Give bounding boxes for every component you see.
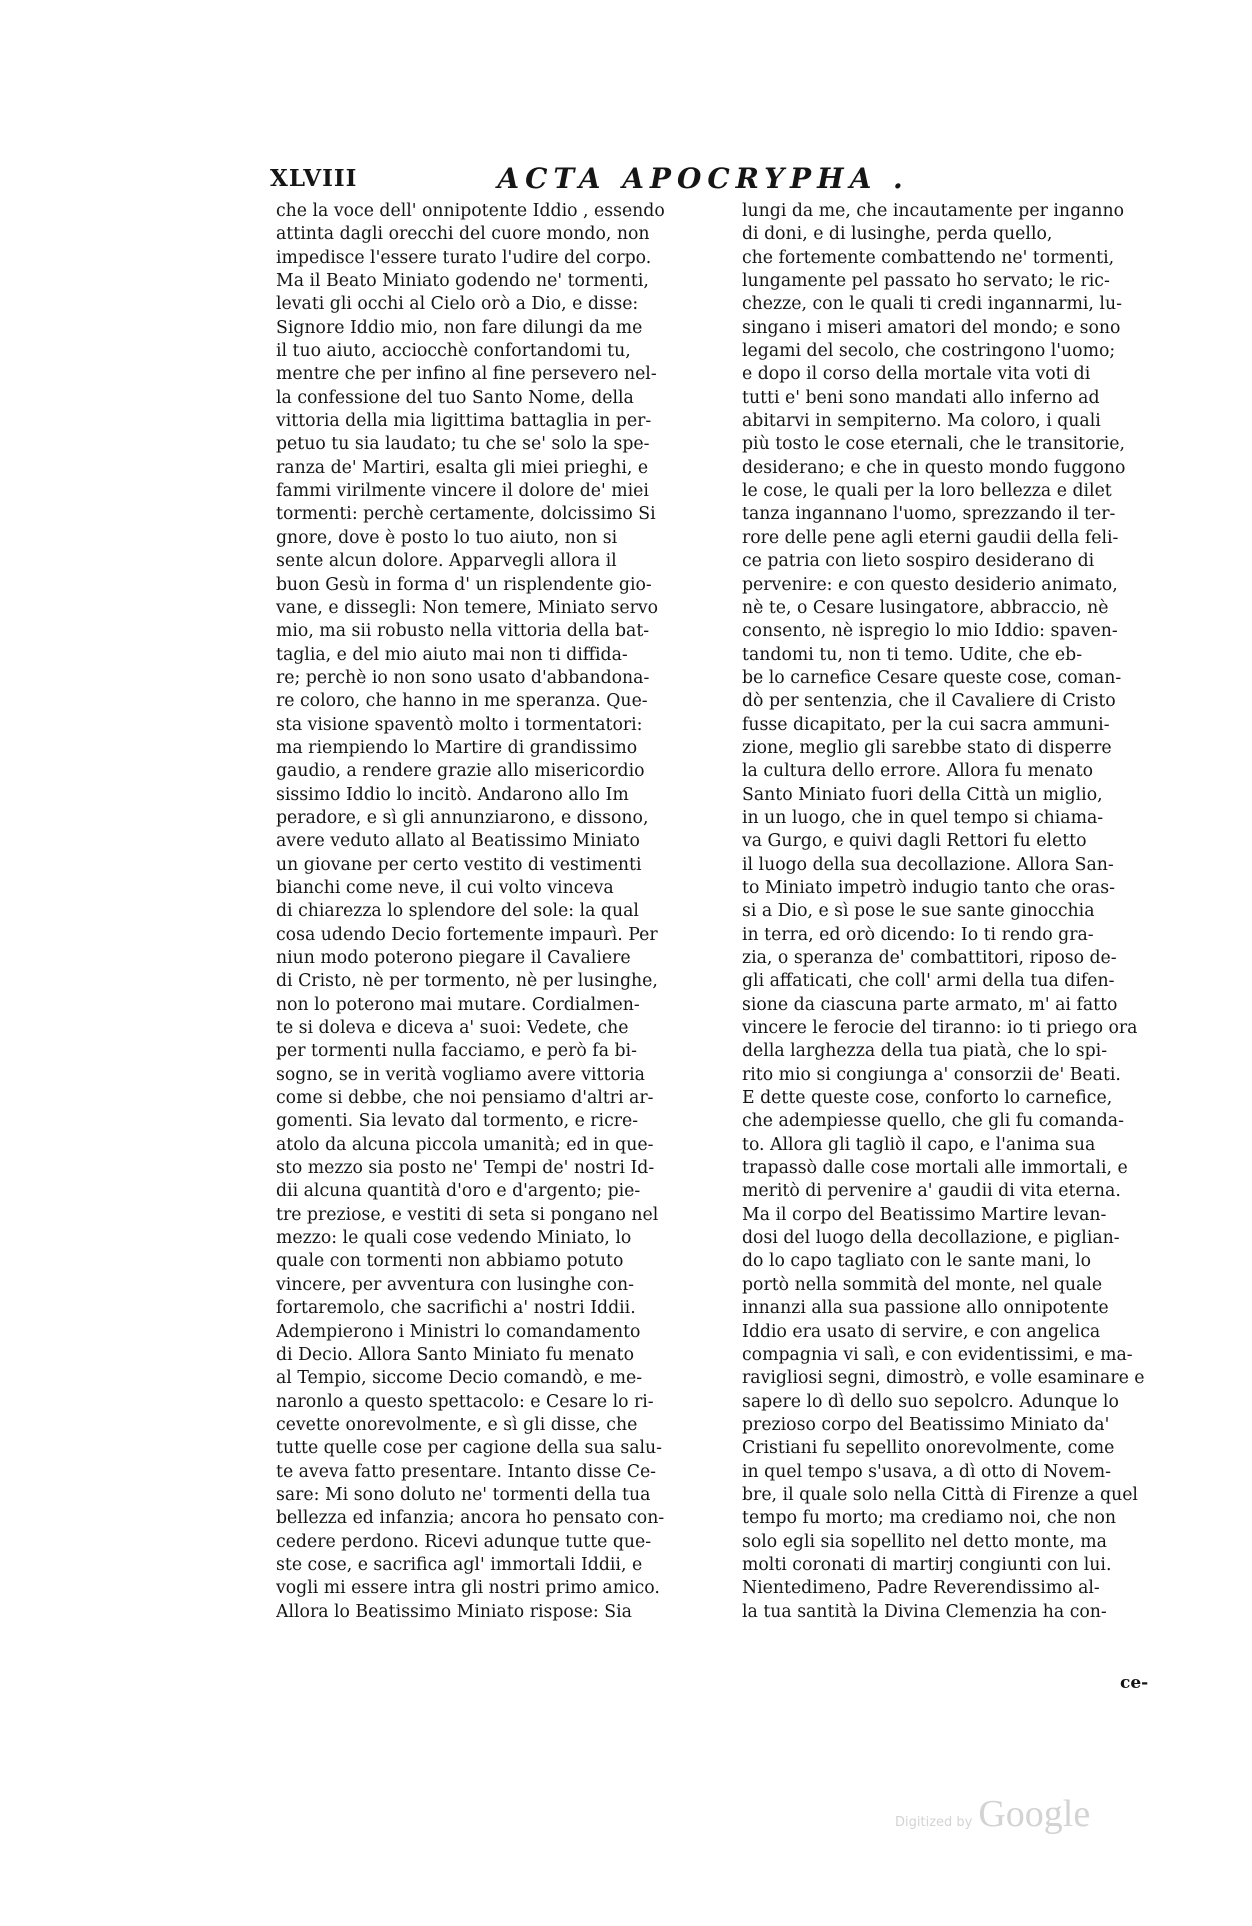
text-line: bellezza ed infanzia; ancora ho pensato con- [276,1508,665,1529]
text-line: il luogo della sua decollazione. Allora San- [742,854,1114,875]
text-line: be lo carnefice Cesare queste cose, coman- [742,667,1122,688]
text-line: to. Allora gli tagliò il capo, e l'anima sua [742,1134,1096,1155]
text-line: taglia, e del mio aiuto mai non ti diffida- [276,644,628,665]
text-line: pervenire: e con questo desiderio animato, [742,574,1118,595]
text-line: gaudio, a rendere grazie allo misericordio [276,761,645,782]
text-line: sta visione spaventò molto i tormentatori: [276,714,643,735]
text-line: compagnia vi salì, e con evidentissimi, e ma- [742,1344,1133,1365]
text-line: fusse dicapitato, per la cui sacra ammuni- [742,714,1110,735]
text-line: innanzi alla sua passione allo onnipotente [742,1298,1109,1319]
text-line: e dopo il corso della mortale vita voti di [742,364,1091,385]
text-line: mio, ma sii robusto nella vittoria della bat- [276,621,650,642]
text-line: prezioso corpo del Beatissimo Miniato da' [742,1414,1110,1435]
text-line: Allora lo Beatissimo Miniato rispose: Sia [276,1601,632,1622]
text-line: sione da ciascuna parte armato, m' ai fatto [742,994,1118,1015]
watermark-prefix: Digitized by [895,1815,973,1830]
text-line: buon Gesù in forma d' un risplendente gio- [276,574,652,595]
text-line: gnore, dove è posto lo tuo aiuto, non si [276,527,618,548]
text-line: sissimo Iddio lo incitò. Andarono allo Im [276,784,629,805]
text-line: la tua santità la Divina Clemenzia ha con- [742,1601,1107,1622]
text-line: mentre che per infino al fine persevero nel- [276,364,657,385]
text-line: gomenti. Sia levato dal tormento, e ricre- [276,1111,639,1132]
page-number: XLVIII [270,164,358,192]
text-line: naronlo a questo spettacolo: e Cesare lo ri- [276,1391,654,1412]
text-line: di doni, e di lusinghe, perda quello, [742,224,1053,245]
running-title: ACTA APOCRYPHA . [497,161,909,195]
text-line: più tosto le cose eternali, che le transitorie, [742,434,1125,455]
text-line: singano i miseri amatori del mondo; e sono [742,317,1121,338]
text-line: di Cristo, nè per tormento, nè per lusinghe, [276,971,658,992]
text-line: di chiarezza lo splendore del sole: la qual [276,901,639,922]
text-line: atolo da alcuna piccola umanità; ed in que- [276,1134,654,1155]
text-line: E dette queste cose, conforto lo carnefice, [742,1088,1113,1109]
text-line: rore delle pene agli eterni gaudii della feli- [742,527,1119,548]
text-line: Santo Miniato fuori della Città un miglio, [742,784,1103,805]
text-line: che fortemente combattendo ne' tormenti, [742,247,1115,268]
text-line: cosa udendo Decio fortemente impaurì. Per [276,924,658,945]
text-line: tre preziose, e vestiti di seta si pongano nel [276,1204,659,1225]
text-line: tandomi tu, non ti temo. Udite, che eb- [742,644,1083,665]
text-line: mezzo: le quali cose vedendo Miniato, lo [276,1228,632,1249]
text-line: in un luogo, che in quel tempo si chiama- [742,807,1104,828]
text-line: le cose, le quali per la loro bellezza e dilet [742,481,1112,502]
text-line: in quel tempo s'usava, a dì otto di Novem- [742,1461,1111,1482]
text-line: Iddio era usato di servire, e con angelica [742,1321,1101,1342]
text-line: la confessione del tuo Santo Nome, della [276,387,634,408]
text-line: si a Dio, e sì pose le sue sante ginocchia [742,901,1095,922]
text-line: sogno, se in verità vogliamo avere vittoria [276,1064,645,1085]
text-line: tanza ingannano l'uomo, sprezzando il ter- [742,504,1116,525]
text-line: nè te, o Cesare lusingatore, abbraccio, nè [742,597,1109,618]
text-line: per tormenti nulla facciamo, e però fa bi- [276,1041,637,1062]
text-line: gli affaticati, che coll' armi della tua difen- [742,971,1115,992]
text-line: non lo poterono mai mutare. Cordialmen- [276,994,640,1015]
text-line: meritò di pervenire a' gaudii di vita eterna. [742,1181,1121,1202]
text-line: tempo fu morto; ma crediamo noi, che non [742,1508,1117,1529]
text-line: quale con tormenti non abbiamo potuto [276,1251,624,1272]
text-line: al Tempio, siccome Decio comandò, e me- [276,1368,643,1389]
text-line: Signore Iddio mio, non fare dilungi da me [276,317,643,338]
text-line: molti coronati di martirj congiunti con lui. [742,1554,1112,1575]
text-line: dò per sentenzia, che il Cavaliere di Cristo [742,691,1116,712]
text-line: trapassò dalle cose mortali alle immortali, e [742,1158,1128,1179]
text-line: fortaremolo, che sacrifichi a' nostri Iddii. [276,1298,636,1319]
text-line: vogli mi essere intra gli nostri primo amico. [276,1578,660,1599]
text-line: vincere le ferocie del tiranno: io ti priego ora [742,1018,1138,1039]
text-line: petuo tu sia laudato; tu che se' solo la spe- [276,434,650,455]
text-line: fammi virilmente vincere il dolore de' miei [276,481,649,502]
text-line: sente alcun dolore. Apparvegli allora il [276,551,617,572]
text-line: impedisce l'essere turato l'udire del corpo. [276,247,652,268]
text-line: tutti e' beni sono mandati allo inferno ad [742,387,1100,408]
text-line: re; perchè io non sono usato d'abbandona- [276,667,650,688]
text-line: Adempierono i Ministri lo comandamento [276,1321,641,1342]
text-line: in terra, ed orò dicendo: Io ti rendo gra- [742,924,1094,945]
text-line: ranza de' Martiri, esalta gli miei prieghi, e [276,457,649,478]
text-line: Nientedimeno, Padre Reverendissimo al- [742,1578,1100,1599]
text-line: ste cose, e sacrifica agl' immortali Iddii, e [276,1554,643,1575]
text-line: bianchi come neve, il cui volto vinceva [276,877,614,898]
page-header [270,158,1180,198]
watermark-logo: Google [978,1793,1091,1835]
text-line: re coloro, che hanno in me speranza. Que- [276,691,648,712]
text-line: di Decio. Allora Santo Miniato fu menato [276,1344,635,1365]
text-line: il tuo aiuto, acciocchè confortandomi tu, [276,341,631,362]
text-line: che adempiesse quello, che gli fu comanda- [742,1111,1124,1132]
text-line: portò nella sommità del monte, nel quale [742,1274,1103,1295]
text-line: che la voce dell' onnipotente Iddio , essendo [276,201,665,221]
text-line: attinta dagli orecchi del cuore mondo, non [276,224,650,245]
digitization-watermark [895,1792,1090,1836]
text-line: ma riempiendo lo Martire di grandissimo [276,737,638,758]
text-line: cedere perdono. Ricevi adunque tutte que- [276,1531,652,1552]
text-line: te si doleva e diceva a' suoi: Vedete, che [276,1018,629,1039]
text-line: dosi del luogo della decollazione, e piglian- [742,1228,1120,1249]
text-line: chezze, con le quali ti credi ingannarmi, lu- [742,294,1122,315]
text-line: zia, o speranza de' combattitori, riposo de- [742,948,1117,968]
text-line: la cultura dello errore. Allora fu menato [742,761,1094,782]
text-line: lungi da me, che incautamente per inganno [742,201,1125,221]
text-line: bre, il quale solo nella Città di Firenze a quel [742,1484,1138,1505]
text-line: Cristiani fu sepellito onorevolmente, come [742,1438,1115,1459]
text-line: levati gli occhi al Cielo orò a Dio, e disse: [276,294,639,315]
text-line: niun modo poterono piegare il Cavaliere [276,948,631,968]
text-line: vincere, per avventura con lusinghe con- [276,1274,635,1295]
text-line: peradore, e sì gli annunziarono, e dissono, [276,807,649,828]
text-line: Ma il corpo del Beatissimo Martire levan- [742,1204,1107,1225]
text-line: te aveva fatto presentare. Intanto disse Ce- [276,1461,657,1482]
text-line: sto mezzo sia posto ne' Tempi de' nostri Id- [276,1158,655,1179]
text-line: un giovane per certo vestito di vestimenti [276,854,642,875]
text-line: tutte quelle cose per cagione della sua salu- [276,1438,663,1459]
right-text-column [742,200,1197,1624]
text-line: della larghezza della tua piatà, che lo spi- [742,1041,1108,1062]
text-line: vittoria della mia ligittima battaglia in per- [276,411,652,432]
text-line: sapere lo dì dello suo sepolcro. Adunque lo [742,1391,1119,1412]
text-line: avere veduto allato al Beatissimo Miniato [276,831,640,852]
text-line: Ma il Beato Miniato godendo ne' tormenti, [276,271,649,292]
text-line: dii alcuna quantità d'oro e d'argento; pie- [276,1181,641,1202]
text-line: desiderano; e che in questo mondo fuggono [742,457,1126,478]
text-line: ce patria con lieto sospiro desiderano di [742,551,1095,572]
text-line: vane, e dissegli: Non temere, Miniato servo [276,597,659,618]
text-line: come si debbe, che noi pensiamo d'altri ar- [276,1088,654,1109]
left-text-column [276,200,731,1624]
text-line: cevette onorevolmente, e sì gli disse, che [276,1414,638,1435]
text-line: va Gurgo, e quivi dagli Rettori fu eletto [742,831,1087,852]
text-line: ravigliosi segni, dimostrò, e volle esaminare e [742,1368,1145,1389]
catchword: ce- [1120,1673,1149,1693]
text-line: tormenti: perchè certamente, dolcissimo Si [276,504,656,525]
text-line: rito mio si congiunga a' consorzii de' Beati. [742,1064,1121,1085]
text-line: do lo capo tagliato con le sante mani, lo [742,1251,1092,1272]
text-line: legami del secolo, che costringono l'uomo; [742,341,1116,362]
text-line: lungamente pel passato ho servato; le ric- [742,271,1110,292]
text-line: abitarvi in sempiterno. Ma coloro, i quali [742,411,1101,432]
text-line: to Miniato impetrò indugio tanto che oras- [742,877,1115,898]
text-line: solo egli sia sopellito nel detto monte, ma [742,1531,1107,1552]
text-line: sare: Mi sono doluto ne' tormenti della tua [276,1484,651,1505]
text-line: consento, nè ispregio lo mio Iddio: spaven- [742,621,1118,642]
text-line: zione, meglio gli sarebbe stato di disperre [742,737,1112,758]
